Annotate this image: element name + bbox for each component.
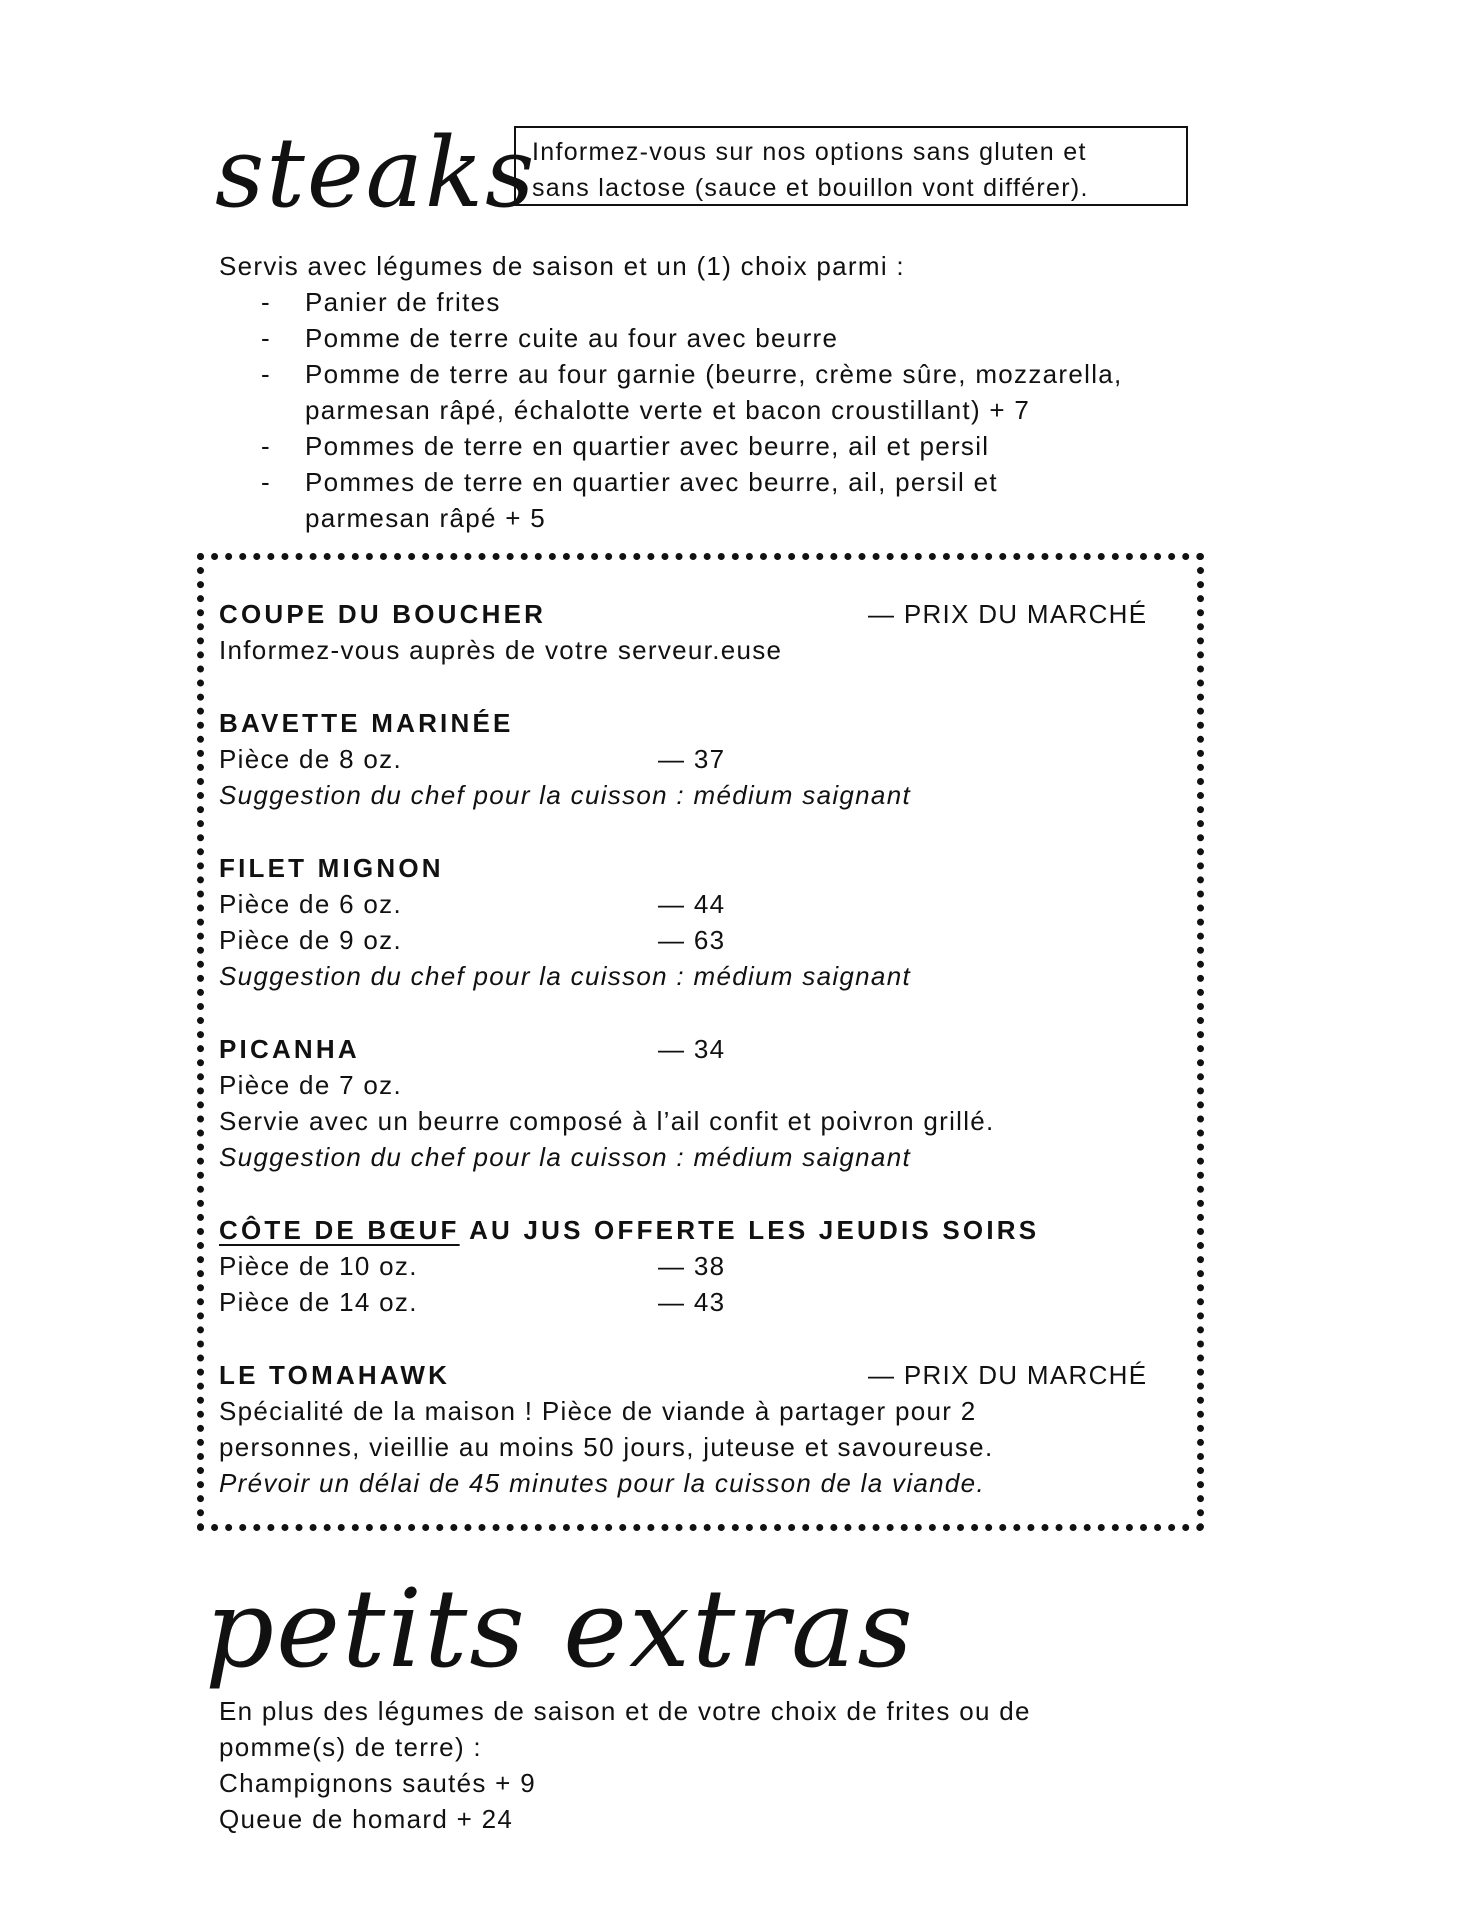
cote-size-1: Pièce de 10 oz.: [219, 1251, 418, 1281]
option-text: parmesan râpé, échalotte verte et bacon croustillant) + 7: [305, 395, 1031, 425]
coupe-desc: Informez-vous auprès de votre serveur.euse: [219, 635, 783, 665]
option-text: Pomme de terre au four garnie (beurre, crème sûre, mozzarella,: [305, 359, 1123, 389]
tomahawk-name: LE TOMAHAWK: [219, 1360, 451, 1390]
bavette-size: Pièce de 8 oz.: [219, 744, 402, 774]
tomahawk-desc-1: Spécialité de la maison ! Pièce de viande à partager pour 2: [219, 1396, 977, 1426]
filet-size-1: Pièce de 6 oz.: [219, 889, 402, 919]
extras-item-2: Queue de homard + 24: [219, 1804, 514, 1834]
notice-line-2: sans lactose (sauce et bouillon vont différer).: [532, 174, 1089, 202]
option-text: Pomme de terre cuite au four avec beurre: [305, 323, 839, 353]
list-item: [219, 320, 1123, 356]
list-item-continuation: [219, 392, 1123, 428]
cote-size-2: Pièce de 14 oz.: [219, 1287, 418, 1317]
tomahawk-desc-2: personnes, vieillie au moins 50 jours, juteuse et savoureuse.: [219, 1432, 994, 1462]
list-dash: -: [261, 359, 271, 389]
coupe-price: — PRIX DU MARCHÉ: [868, 599, 1148, 629]
coupe-name: COUPE DU BOUCHER: [219, 599, 547, 629]
list-dash: -: [261, 467, 271, 497]
side-options-list: [219, 284, 1123, 536]
list-item: [219, 428, 1123, 464]
extras-item-1: Champignons sautés + 9: [219, 1768, 536, 1798]
list-item: [219, 284, 1123, 320]
tomahawk-note: Prévoir un délai de 45 minutes pour la cuisson de la viande.: [219, 1468, 985, 1498]
cote-name-underlined: CÔTE DE BŒUF: [219, 1215, 460, 1245]
extras-title: petits extras: [205, 1567, 915, 1692]
option-text: parmesan râpé + 5: [305, 503, 547, 533]
bavette-price: — 37: [658, 744, 726, 774]
filet-price-2: — 63: [658, 925, 726, 955]
picanha-suggestion: Suggestion du chef pour la cuisson : médium saignant: [219, 1142, 911, 1172]
bavette-name: BAVETTE MARINÉE: [219, 708, 514, 738]
filet-price-1: — 44: [658, 889, 726, 919]
cote-name: [219, 1212, 1039, 1248]
cote-name-rest: AU JUS OFFERTE LES JEUDIS SOIRS: [459, 1215, 1040, 1245]
notice-line-1: Informez-vous sur nos options sans gluten et: [532, 138, 1087, 166]
dietary-notice-box: [514, 126, 1188, 206]
picanha-price: — 34: [658, 1034, 726, 1064]
option-text: Pommes de terre en quartier avec beurre, ail et persil: [305, 431, 990, 461]
steaks-intro: Servis avec légumes de saison et un (1) choix parmi :: [219, 251, 905, 281]
option-text: Pommes de terre en quartier avec beurre, ail, persil et: [305, 467, 998, 497]
tomahawk-price: — PRIX DU MARCHÉ: [868, 1360, 1148, 1390]
picanha-name: PICANHA: [219, 1034, 360, 1064]
steaks-title: steaks: [215, 117, 537, 229]
extras-intro-1: En plus des légumes de saison et de votre choix de frites ou de: [219, 1696, 1031, 1726]
extras-intro-2: pomme(s) de terre) :: [219, 1732, 482, 1762]
filet-size-2: Pièce de 9 oz.: [219, 925, 402, 955]
list-dash: -: [261, 323, 271, 353]
list-item-continuation: [219, 500, 1123, 536]
bavette-suggestion: Suggestion du chef pour la cuisson : médium saignant: [219, 780, 911, 810]
picanha-desc: Servie avec un beurre composé à l’ail confit et poivron grillé.: [219, 1106, 995, 1136]
list-item: [219, 356, 1123, 392]
filet-name: FILET MIGNON: [219, 853, 444, 883]
list-item: [219, 464, 1123, 500]
list-dash: -: [261, 287, 271, 317]
option-text: Panier de frites: [305, 287, 501, 317]
filet-suggestion: Suggestion du chef pour la cuisson : médium saignant: [219, 961, 911, 991]
picanha-size: Pièce de 7 oz.: [219, 1070, 402, 1100]
list-dash: -: [261, 431, 271, 461]
cote-price-1: — 38: [658, 1251, 726, 1281]
cote-price-2: — 43: [658, 1287, 726, 1317]
